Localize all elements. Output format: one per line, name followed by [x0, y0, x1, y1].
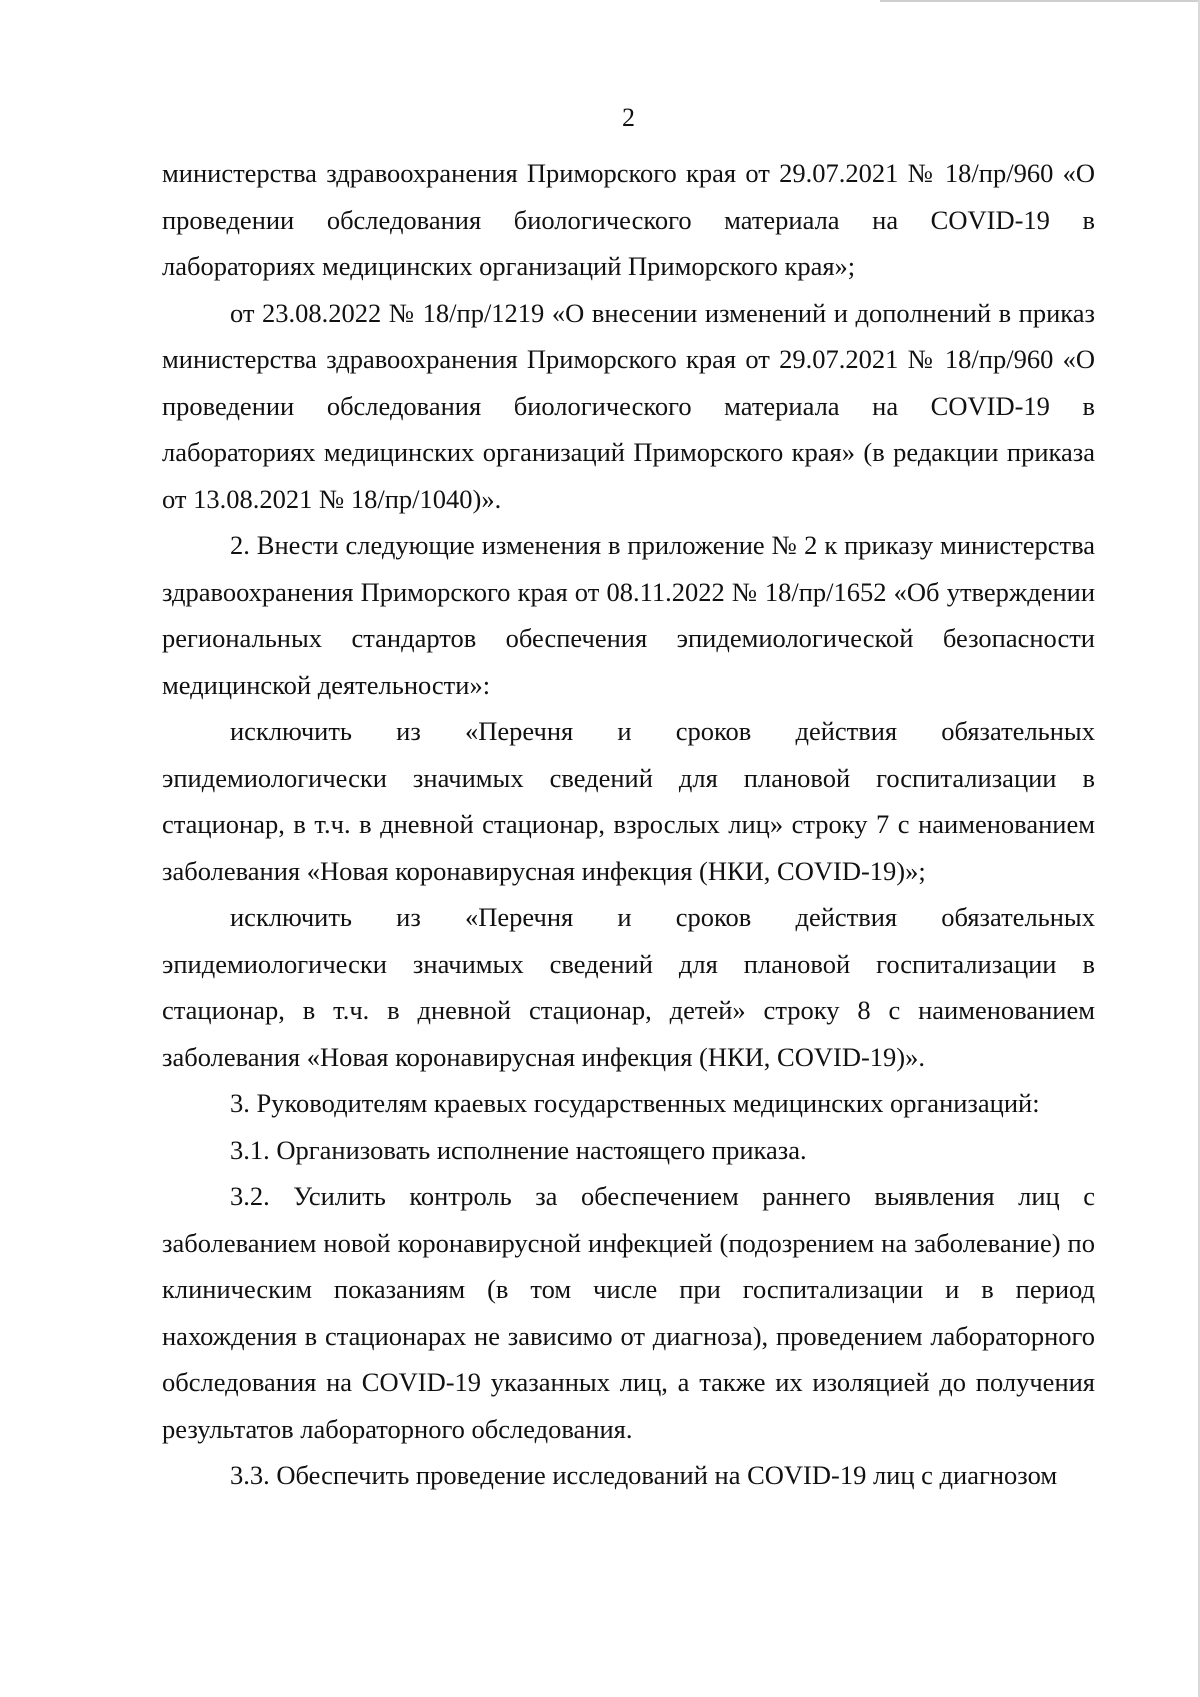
paragraph-9: 3.3. Обеспечить проведение исследований на COVID-19 лиц с диагнозом: [230, 1460, 1058, 1490]
document-body: [162, 150, 1095, 1499]
scan-edge-top: [880, 0, 1200, 2]
paragraph-1: министерства здравоохранения Приморского края от 29.07.2021 № 18/пр/960 «О проведении обследования биологического материала на COVID-19 в лабораториях медицинских организаций Приморского края»;: [162, 158, 1095, 281]
paragraph-2: от 23.08.2022 № 18/пр/1219 «О внесении изменений и дополнений в приказ министерства здравоохранения Приморского края от 29.07.2021 № 18/пр/960 «О проведении обследования биологического материала на COVID-19 в лабораториях медицинских организаций Приморского края» (в редакции приказа от 13.08.2021 № 18/пр/1040)».: [162, 297, 1095, 514]
paragraph-7: 3.1. Организовать исполнение настоящего приказа.: [230, 1134, 807, 1165]
paragraph-4: исключить из «Перечня и сроков действия обязательных эпидемиологически значимых сведений для плановой госпитализации в стационар, в т.ч. в дневной стационар, взрослых лиц» строку 7 с наименованием заболевания «Новая коронавирусная инфекция (НКИ, COVID-19)»;: [162, 716, 1095, 886]
page-number: 2: [622, 103, 635, 132]
paragraph-5: исключить из «Перечня и сроков действия обязательных эпидемиологически значимых сведений для плановой госпитализации в стационар, в т.ч. в дневной стационар, детей» строку 8 с наименованием заболевания «Новая коронавирусная инфекция (НКИ, COVID-19)».: [162, 902, 1095, 1072]
paragraph-6: 3. Руководителям краевых государственных медицинских организаций:: [230, 1088, 1040, 1118]
paragraph-8: 3.2. Усилить контроль за обеспечением раннего выявления лиц с заболеванием новой коронавирусной инфекцией (подозрением на заболевание) по клиническим показаниям (в том числе при госпитализации и в период нахождения в стационарах не зависимо от диагноза), проведением лабораторного обследования на COVID-19 указанных лиц, а также их изоляцией до получения результатов лабораторного обследования.: [162, 1181, 1095, 1444]
paragraph-3: 2. Внести следующие изменения в приложение № 2 к приказу министерства здравоохранения Приморского края от 08.11.2022 № 18/пр/1652 «Об утверждении региональных стандартов обеспечения эпидемиологической безопасности медицинской деятельности»:: [162, 530, 1095, 700]
